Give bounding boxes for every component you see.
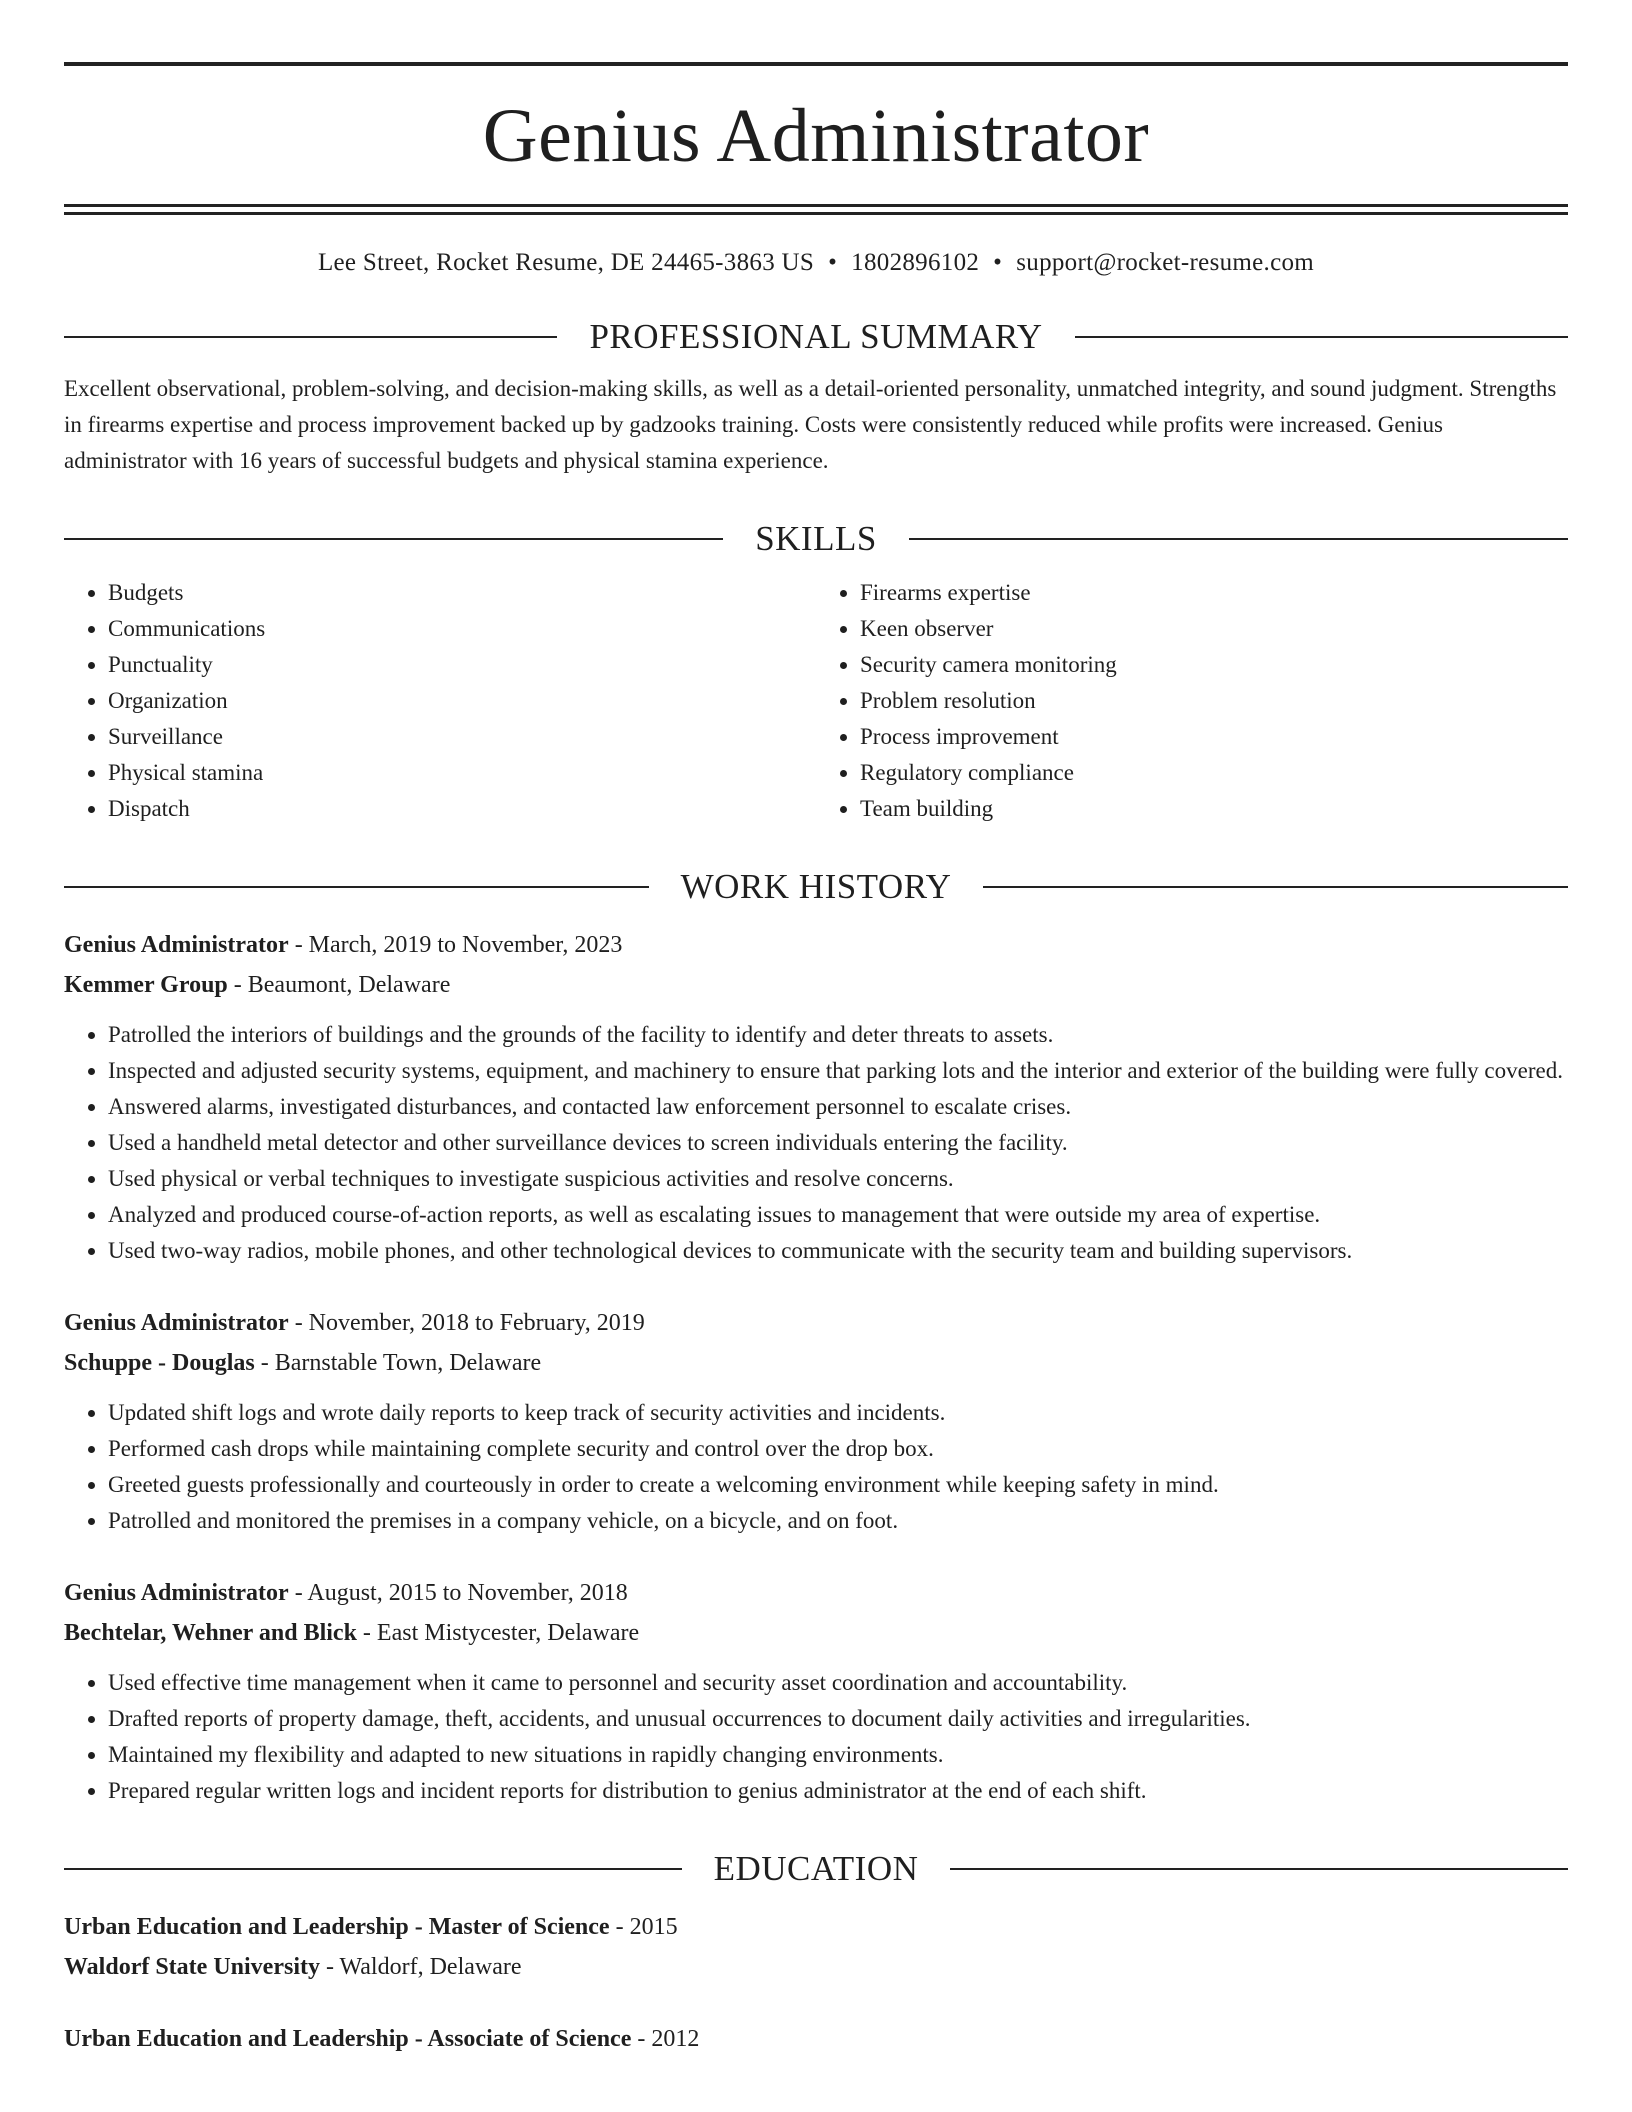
job-bullet: • Greeted guests professionally and courteously in order to create a welcoming environment while keeping safety in mind.	[108, 1467, 1568, 1503]
skill-item: • Security camera monitoring	[860, 647, 1568, 683]
section-rule	[64, 886, 649, 888]
contact-separator: •	[828, 249, 838, 276]
job-bullet: • Maintained my flexibility and adapted to new situations in rapidly changing environments.	[108, 1737, 1568, 1773]
job-bullets	[64, 1017, 1568, 1269]
education-school-line	[64, 1947, 1568, 1987]
job-bullets	[64, 1395, 1568, 1539]
job-role: Genius Administrator	[64, 1310, 289, 1336]
contact-phone: 1802896102	[851, 249, 980, 276]
skill-item: • Team building	[860, 791, 1568, 827]
job-bullet: • Used physical or verbal techniques to investigate suspicious activities and resolve concerns.	[108, 1161, 1568, 1197]
education-degree: Urban Education and Leadership - Master of Science	[64, 1914, 610, 1940]
job-bullet: • Patrolled and monitored the premises in a company vehicle, on a bicycle, and on foot.	[108, 1503, 1568, 1539]
job-role: Genius Administrator	[64, 932, 289, 958]
contact-separator: •	[993, 249, 1003, 276]
skills-column-left	[64, 575, 816, 827]
contact-email: support@rocket-resume.com	[1016, 249, 1315, 276]
education-entry	[64, 2019, 1568, 2059]
summary-text: Excellent observational, problem-solving, and decision-making skills, as well as a detail-oriented personality, unmatched integrity, and sound judgment. Strengths in firearms expertise and process improvement backed up by gadzooks training. Costs were consistently reduced while profits were increased. Genius administrator with 16 years of successful budgets and physical stamina experience.	[64, 376, 1557, 473]
job-bullet: • Performed cash drops while maintaining complete security and control over the drop box.	[108, 1431, 1568, 1467]
job-location: - Beaumont, Delaware	[227, 972, 451, 998]
section-header-education	[64, 1849, 1568, 1889]
job-bullets	[64, 1665, 1568, 1809]
job-dates: - March, 2019 to November, 2023	[288, 932, 623, 958]
skill-item: • Dispatch	[108, 791, 816, 827]
section-title: EDUCATION	[713, 1849, 919, 1888]
section-title: WORK HISTORY	[680, 867, 952, 906]
job-bullet: • Patrolled the interiors of buildings and the grounds of the facility to identify and deter threats to assets.	[108, 1017, 1568, 1053]
header-top-rule	[64, 62, 1568, 66]
section-title: PROFESSIONAL SUMMARY	[589, 317, 1043, 356]
skill-item: • Firearms expertise	[860, 575, 1568, 611]
skill-item: • Organization	[108, 683, 816, 719]
section-rule	[909, 538, 1568, 540]
job-company: Schuppe - Douglas	[64, 1350, 255, 1376]
job-bullet: • Updated shift logs and wrote daily reports to keep track of security activities and incidents.	[108, 1395, 1568, 1431]
job-company-line	[64, 1343, 1568, 1383]
job-company-line	[64, 965, 1568, 1005]
section-rule	[950, 1868, 1568, 1870]
job-bullet: • Drafted reports of property damage, theft, accidents, and unusual occurrences to document daily activities and irregularities.	[108, 1701, 1568, 1737]
education-school: Waldorf State University	[64, 1954, 320, 1980]
skill-item: • Regulatory compliance	[860, 755, 1568, 791]
work-history-list	[64, 925, 1568, 1809]
contact-line	[64, 249, 1568, 277]
education-list	[64, 1907, 1568, 2059]
education-year: - 2015	[609, 1914, 678, 1940]
job-entry	[64, 925, 1568, 1269]
skill-item: • Keen observer	[860, 611, 1568, 647]
job-bullet: • Prepared regular written logs and incident reports for distribution to genius administrator at the end of each shift.	[108, 1773, 1568, 1809]
section-rule	[64, 538, 723, 540]
education-entry	[64, 1907, 1568, 1987]
skill-item: • Surveillance	[108, 719, 816, 755]
job-bullet: • Used two-way radios, mobile phones, and other technological devices to communicate with the security team and building supervisors.	[108, 1233, 1568, 1269]
job-bullet: • Analyzed and produced course-of-action reports, as well as escalating issues to management that were outside my area of expertise.	[108, 1197, 1568, 1233]
job-company: Bechtelar, Wehner and Blick	[64, 1620, 357, 1646]
job-role: Genius Administrator	[64, 1580, 289, 1606]
header-double-rule	[64, 204, 1568, 215]
section-header-summary	[64, 317, 1568, 357]
section-header-work	[64, 867, 1568, 907]
job-bullet: • Used a handheld metal detector and other surveillance devices to screen individuals entering the facility.	[108, 1125, 1568, 1161]
section-rule	[1075, 336, 1568, 338]
job-dates: - November, 2018 to February, 2019	[288, 1310, 645, 1336]
job-entry	[64, 1573, 1568, 1809]
education-degree-line	[64, 1907, 1568, 1947]
resume-page	[64, 0, 1568, 2059]
skill-item: • Punctuality	[108, 647, 816, 683]
job-bullet: • Answered alarms, investigated disturbances, and contacted law enforcement personnel to escalate crises.	[108, 1089, 1568, 1125]
skill-item: • Physical stamina	[108, 755, 816, 791]
candidate-name: Genius Administrator	[482, 94, 1150, 178]
section-title: SKILLS	[755, 519, 877, 558]
education-location: - Waldorf, Delaware	[319, 1954, 522, 1980]
skill-item: • Process improvement	[860, 719, 1568, 755]
job-entry	[64, 1303, 1568, 1539]
section-header-skills	[64, 519, 1568, 559]
section-rule	[64, 1868, 682, 1870]
job-title-line	[64, 1573, 1568, 1613]
job-title-line	[64, 925, 1568, 965]
skills-list	[64, 575, 1568, 827]
job-title-line	[64, 1303, 1568, 1343]
skills-column-right	[816, 575, 1568, 827]
section-rule	[64, 336, 557, 338]
job-company-line	[64, 1613, 1568, 1653]
skill-item: • Budgets	[108, 575, 816, 611]
education-degree: Urban Education and Leadership - Associate of Science	[64, 2026, 632, 2052]
skill-item: • Problem resolution	[860, 683, 1568, 719]
job-bullet: • Inspected and adjusted security systems, equipment, and machinery to ensure that parking lots and the interior and exterior of the building were fully covered.	[108, 1053, 1568, 1089]
skill-item: • Communications	[108, 611, 816, 647]
contact-address: Lee Street, Rocket Resume, DE 24465-3863 US	[317, 249, 815, 276]
job-dates: - August, 2015 to November, 2018	[288, 1580, 628, 1606]
job-location: - Barnstable Town, Delaware	[254, 1350, 542, 1376]
education-degree-line	[64, 2019, 1568, 2059]
job-company: Kemmer Group	[64, 972, 228, 998]
job-bullet: • Used effective time management when it came to personnel and security asset coordination and accountability.	[108, 1665, 1568, 1701]
job-location: - East Mistycester, Delaware	[356, 1620, 640, 1646]
education-year: - 2012	[631, 2026, 700, 2052]
section-rule	[983, 886, 1568, 888]
